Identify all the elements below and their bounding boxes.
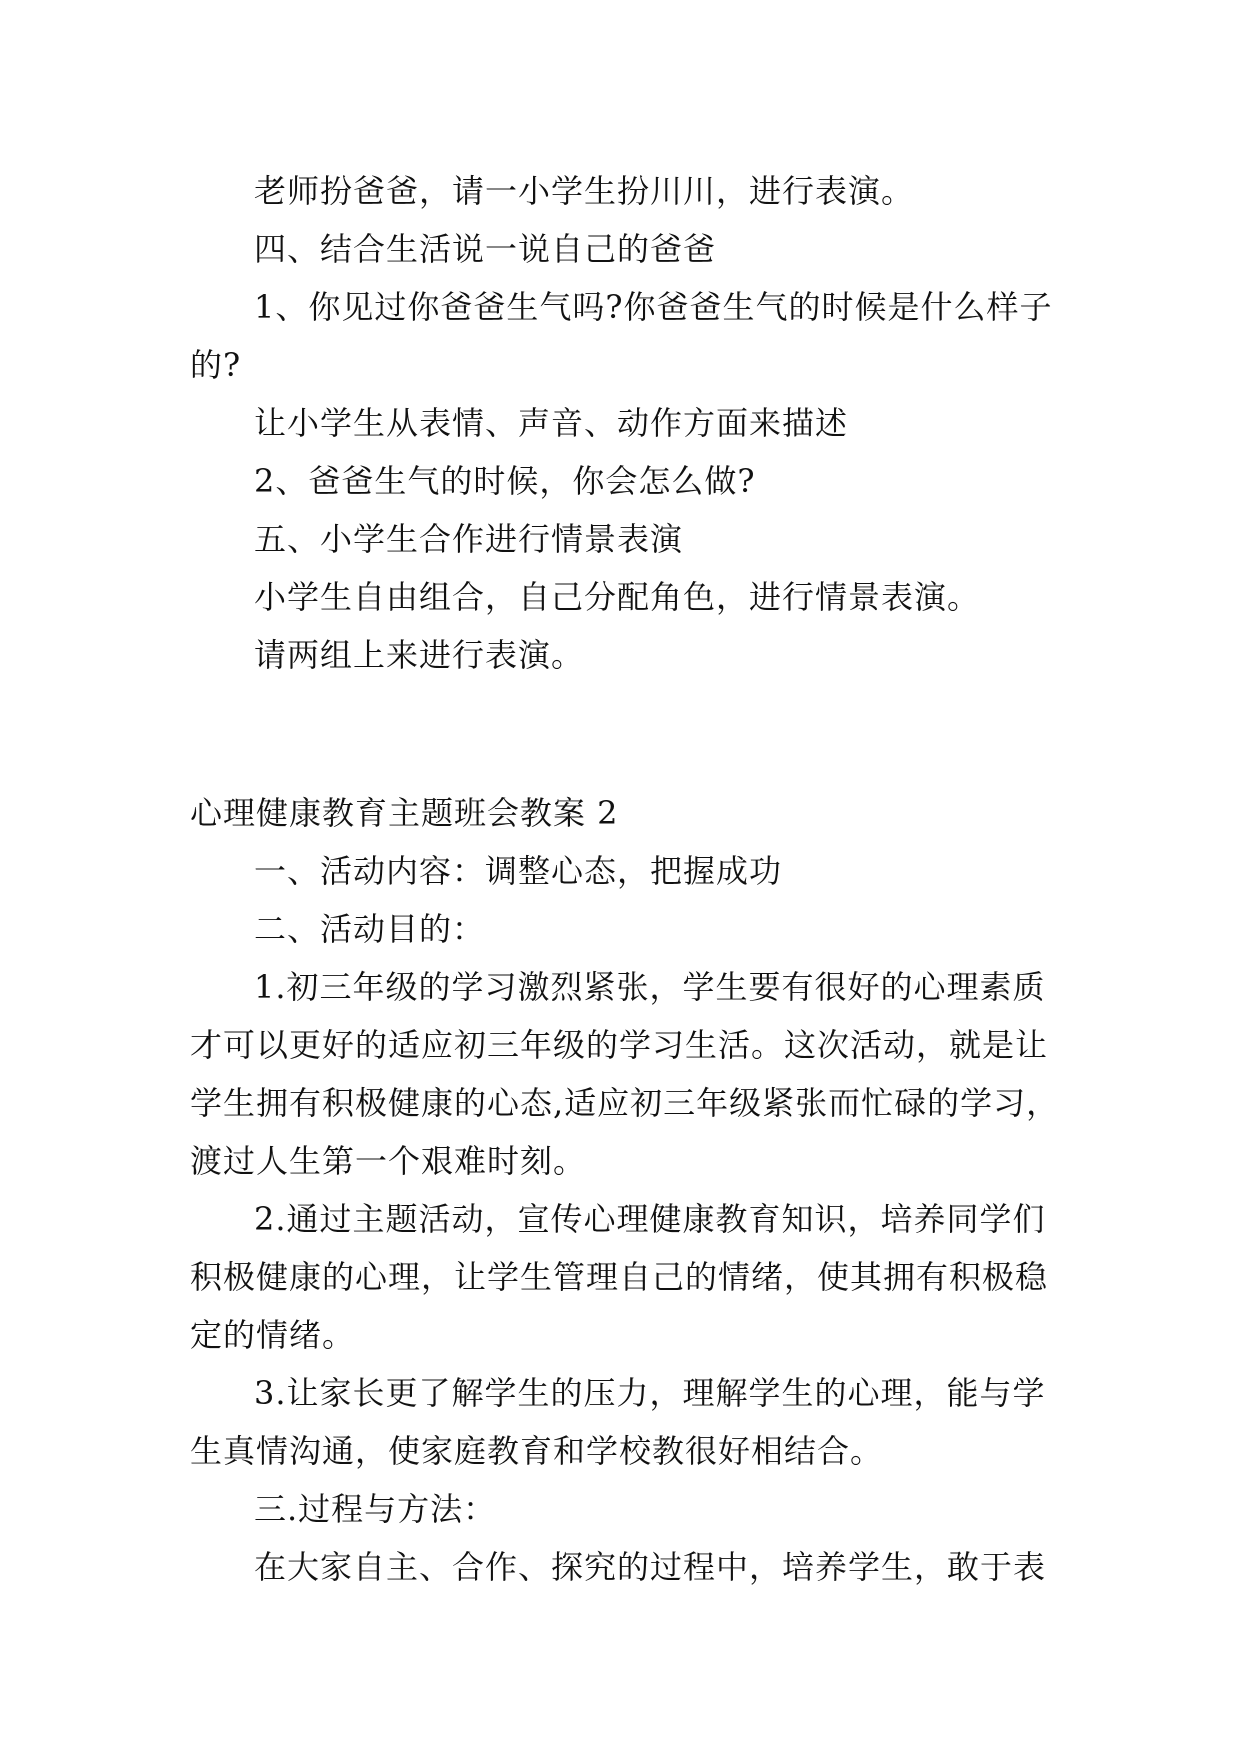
paragraph-line: 1.初三年级的学习激烈紧张，学生要有很好的心理素质 [254,968,1046,1006]
section-spacer [190,684,1050,784]
section-heading: 三.过程与方法： [254,1490,497,1528]
paragraph-line: 让小学生从表情、声音、动作方面来描述 [254,404,849,442]
paragraph-line: 才可以更好的适应初三年级的学习生活。这次活动，就是让 [190,1026,1049,1064]
paragraph-line: 的? [190,346,242,384]
section-heading: 五、小学生合作进行情景表演 [254,520,684,558]
document-title: 心理健康教育主题班会教案 2 [190,794,619,832]
paragraph-line: 定的情绪。 [190,1316,356,1354]
section-heading: 一、活动内容：调整心态，把握成功 [254,852,783,890]
paragraph-line: 渡过人生第一个艰难时刻。 [190,1142,587,1180]
paragraph-line: 在大家自主、合作、探究的过程中，培养学生，敢于表 [254,1548,1047,1586]
paragraph-line: 1、你见过你爸爸生气吗?你爸爸生气的时候是什么样子 [254,288,1053,326]
paragraph-line: 学生拥有积极健康的心态,适应初三年级紧张而忙碌的学习， [190,1084,1060,1122]
paragraph-line: 老师扮爸爸，请一小学生扮川川，进行表演。 [254,172,915,210]
paragraph-line: 请两组上来进行表演。 [254,636,585,674]
section-heading: 四、结合生活说一说自己的爸爸 [254,230,717,268]
paragraph-line: 小学生自由组合，自己分配角色，进行情景表演。 [254,578,981,616]
section-heading: 二、活动目的： [254,910,486,948]
paragraph-line: 积极健康的心理，让学生管理自己的情绪，使其拥有积极稳 [190,1258,1049,1296]
document-body [190,162,1060,1596]
paragraph-line: 生真情沟通，使家庭教育和学校教很好相结合。 [190,1432,884,1470]
paragraph-line: 3.让家长更了解学生的压力，理解学生的心理，能与学 [254,1374,1046,1412]
paragraph-line: 2.通过主题活动，宣传心理健康教育知识，培养同学们 [254,1200,1046,1238]
paragraph-line: 2、爸爸生气的时候，你会怎么做? [254,462,756,500]
